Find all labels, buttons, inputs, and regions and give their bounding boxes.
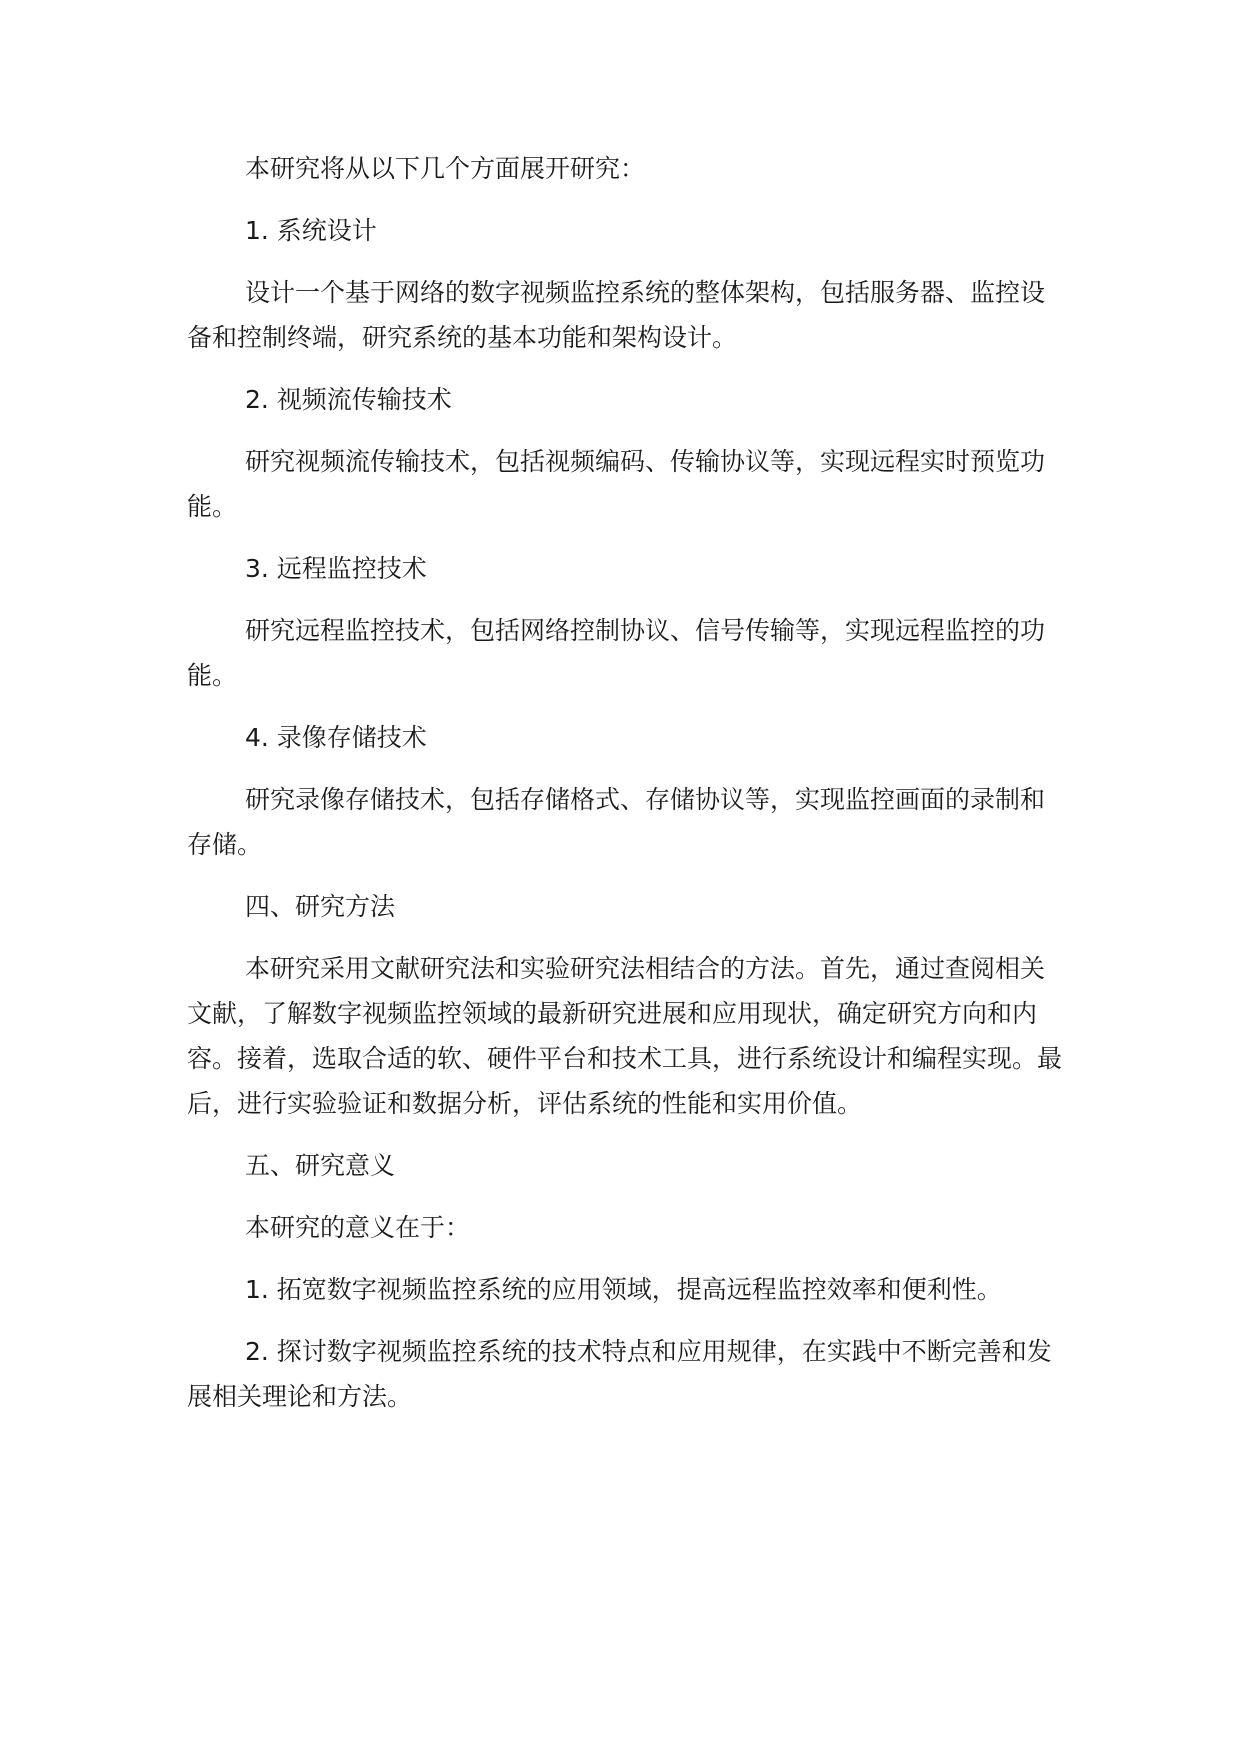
heading-system-design: 1. 系统设计 [245,216,377,245]
paragraph-significance-point-1: 1. 拓宽数字视频监控系统的应用领域，提高远程监控效率和便利性。 [245,1275,1002,1304]
paragraph-research-methods: 本研究采用文献研究法和实验研究法相结合的方法。首先，通过查阅相关文献，了解数字视频监控领域的最新研究进展和应用现状，确定研究方向和内容。接着，选取合适的软、硬件平台和技术工具，进行系统设计和编程实现。最后，进行实验验证和数据分析，评估系统的性能和实用价值。 [187,954,1063,1118]
heading-research-significance: 五、研究意义 [245,1151,396,1180]
heading-research-methods: 四、研究方法 [245,892,396,921]
heading-video-streaming: 2. 视频流传输技术 [245,385,452,414]
paragraph-recording-storage: 研究录像存储技术，包括存储格式、存储协议等，实现监控画面的录制和存储。 [187,785,1046,859]
heading-remote-monitoring: 3. 远程监控技术 [245,554,427,583]
paragraph-remote-monitoring: 研究远程监控技术，包括网络控制协议、信号传输等，实现远程监控的功能。 [187,616,1046,690]
paragraph-intro: 本研究将从以下几个方面展开研究： [245,154,646,183]
paragraph-video-streaming: 研究视频流传输技术，包括视频编码、传输协议等，实现远程实时预览功能。 [187,447,1046,521]
paragraph-system-design: 设计一个基于网络的数字视频监控系统的整体架构，包括服务器、监控设备和控制终端，研究系统的基本功能和架构设计。 [187,278,1046,352]
heading-recording-storage: 4. 录像存储技术 [245,723,427,752]
document-body [187,146,1067,1436]
paragraph-significance-intro: 本研究的意义在于： [245,1213,471,1242]
paragraph-significance-point-2: 2. 探讨数字视频监控系统的技术特点和应用规律，在实践中不断完善和发展相关理论和方法。 [187,1337,1052,1411]
